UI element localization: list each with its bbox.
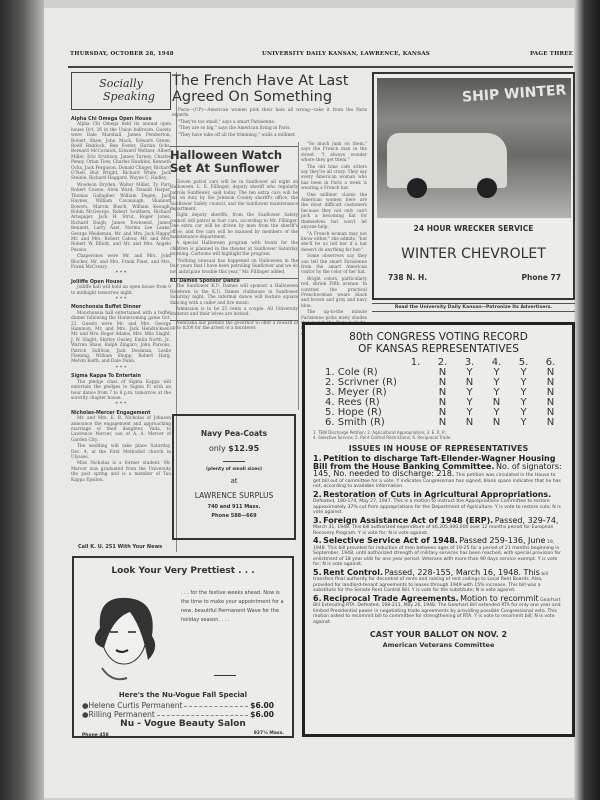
vote-column-header: 2. [437, 357, 448, 368]
vote-cell [401, 418, 428, 428]
filler-item: Nebraska law permits the governor to offer a reward of up to $200 for the arrest of a murderer. [170, 320, 298, 332]
woman-illustration-icon [82, 588, 172, 683]
issue-body: bill transfers final authority for decontrol of rents and raising of rent ceilings to Local Rent Boards. Also, provided for landlord-tenant agreements to leases through 1949 with 15% increase. This bill was a substitute for the Senate Rent Control Bill. Y is vote for the substitute; N is vote against. [313, 571, 549, 593]
navy-note: (plenty of small sizes) [205, 467, 263, 472]
item-price: $6.00 [250, 701, 274, 710]
issue-number: 3. [313, 515, 322, 525]
bullet-icon: ● [82, 701, 89, 710]
french-article-continued [301, 142, 367, 322]
issue-title: Rent Control. [323, 567, 384, 577]
vote-cell: N [465, 417, 474, 428]
representative-name: 6. Smith (R) [325, 417, 385, 428]
vote-cell [401, 388, 428, 398]
french-paragraph: "They're too small," says a smart Parisienne. [178, 119, 276, 125]
french-headline: The French Have At Last Agreed On Something [172, 73, 349, 105]
society-column [71, 114, 171, 534]
vote-cell: N [546, 377, 555, 388]
representative-name: 5. Hope (R) [325, 407, 382, 418]
vote-cell: N [546, 387, 555, 398]
issue-body: Defeated, 180-174, May 27, 1947. This is a motion to instruct the Appropriations Committee to restore approximately 37% cut from appropriations for the Department of Agriculture. Y is vote to restore cuts; N is vote against. [313, 499, 561, 515]
representative-name: 3. Meyer (R) [325, 387, 387, 398]
vote-cell: N [546, 367, 555, 378]
society-item-body: Monchonsia hall entertained with a buffet dinner following the Homecoming game Oct. 23. Guests were Mr. and Mrs. George Hammon, Mr. and Mrs. Jack Hendricksen, Mr. and Mrs. Roger Adams, Mrs. Milo Slaght, J. W. Slaght, Shirley Ousley, Emlin North, Jr., Warren Shaw, Ralph Zingaro, John Parsons, Patrick Sullivan, Jack Dossman, Leslie Fleming, William Shupp, Robert Harg, Melvin Keith, and Dale Dunn. [71, 310, 171, 365]
vote-cell: N [438, 377, 447, 388]
truck-wheel [407, 178, 427, 198]
society-item-body: The wedding will take place Saturday, Dec. 4, at the First Methodist church in Ulysses. [71, 444, 171, 460]
vote-cell: Y [520, 377, 527, 388]
vote-column-header: 4. [491, 357, 502, 368]
dealer-name: WINTER CHEVROLET [401, 246, 546, 262]
issues-title: ISSUES IN HOUSE OF REPRESENTATIVES [348, 444, 529, 453]
voting-record-ad [302, 322, 575, 737]
house-ad-line: Read the University Daily Kansan—Patronize Its Advertisers. [372, 303, 575, 312]
issue-item [313, 489, 564, 516]
vote-cell: Y [466, 387, 473, 398]
masthead-rule [68, 66, 573, 68]
vote-cell: Y [520, 397, 527, 408]
french-paragraph: One milliner claims the American women here are the most difficult customers because they not only can't pick a becoming hat for themselves but won't let anyone help. [301, 192, 367, 231]
masthead-date: THURSDAY, OCTOBER 28, 1948 [70, 51, 174, 57]
column-divider [298, 142, 299, 410]
vote-column-header: 5. [518, 357, 529, 368]
representative-name: 4. Rees (R) [325, 397, 380, 408]
issue-lead: Motion to recommit [460, 593, 539, 603]
vote-cell: Y [466, 397, 473, 408]
issue-body: This petition was circulated in the House to get bill out of committee for a vote. Y indicates Congressman has signed, blank space indicates that he has not, according to available information. [313, 473, 561, 489]
issue-lead: Passed, 329-74, [494, 515, 559, 525]
society-title-line2: Speaking [103, 90, 155, 103]
navy-at: at [230, 477, 238, 485]
navy-peacoats-ad [172, 414, 296, 540]
vote-cell: N [546, 417, 555, 428]
vote-cell: N [438, 387, 447, 398]
vote-column-header: 3. [464, 357, 475, 368]
french-paragraph: "They have take off all the trimming," wails a milliner. [178, 132, 296, 138]
society-item-head: Sigma Kappa To Entertain [71, 374, 141, 380]
french-paragraph: Bright colors, particularly red, shriek Fifth avenue. In contrast the practical Frenchwoman wears black and brown and gray and navy blue. [301, 276, 367, 309]
voting-title-line2: OF KANSAS REPRESENTATIVES [358, 343, 519, 355]
leader-dots [157, 710, 248, 716]
issues-list [313, 456, 564, 625]
society-item-body: Woodson Dryden, Walter Miller, Ty Parr, Robert Cowne, Alvin Ward, Donald Harper, Thomas Gallagher, William Degen, Jack Haynes, William Cavanaugh, Shannon Bowers, Marvin Busch, William Keough, Robin McGeorge, Robert Southern, Richard Arnspiger, Jack H. Strut, Roger Jones, Richard Daigh, James Townsend, James Bennett, Larry Axel, Norma Lee Leake, George Weideman, Mr. and Mrs. Jack Happy, Mr. and Mrs. Robert Cabow, Mr. and Mrs. Robert W. Elliott, and Mr. and Mrs. Angelo Pesano. [71, 182, 171, 253]
masthead-page: PAGE THREE [530, 51, 574, 57]
halloween-paragraph: Eight deputy sheriffs, from the Sunflower Safety council will patrol in four cars, according to Mr. Fillinger. One extra car will be driven by men from the sheriff's office, and five cars will be manned by members of the maintenance department. [170, 213, 298, 241]
divider [223, 461, 245, 462]
vote-cell: N [438, 407, 447, 418]
winter-chevrolet-ad [372, 72, 575, 300]
vote-cell: Y [520, 367, 527, 378]
price-prefix: only [208, 444, 226, 453]
vote-cell: Y [520, 407, 527, 418]
issue-title: Petition to discharge Taft-Ellender-Wagner Housing Bill from the House Banking Committee. [313, 454, 556, 471]
fall-special: Here's the Nu-Vogue Fall Special [118, 691, 248, 699]
beauty-headline: Look Your Very Prettiest . . . [111, 566, 255, 576]
issue-number: 6. [313, 593, 322, 603]
society-item-body: Jolliffe hall will hold an open house from 9 to midnight tomorrow night. [71, 285, 171, 296]
society-item-head: Jolliffe Open House [71, 279, 123, 285]
vote-legend-2: 4. Selective Service; 5. Rent Control Restrictions; 6. Reciprocal Trade. [313, 435, 452, 440]
issue-title: Restoration of Cuts in Agricultural Appropriations. [323, 489, 552, 499]
issue-number: 4. [313, 536, 322, 545]
society-title-line1: Socially [99, 77, 143, 90]
vote-cell: Y [466, 367, 473, 378]
vote-cell: N [438, 417, 447, 428]
vote-cell [401, 408, 428, 418]
vote-cell: N [546, 407, 555, 418]
vote-cell: Y [493, 387, 500, 398]
sponsor: American Veterans Committee [382, 641, 495, 649]
halloween-paragraph: Eleven patrol cars will be in Sunflower all night on Halloween. L. E. Fillinger, deputy sheriff who regularly patrols Sunflower, said today. The ten extra cars will be put on duty by the Johnson County sheriff's office, the Sunflower Safety council, and the Sunflower maintenance department. [170, 180, 298, 213]
issue-lead: No. of signators: 145, No. needed to discharge: 218. [313, 461, 562, 478]
truck-wheel [477, 178, 497, 198]
issue-body: 19, 1948. This bill provided for induction of men between ages of 19-25 for a period of 21 months beginning in September, 1948, until authorized strength of military services has been reached, with special provision for enlistment of 18 year olds for one year period. Veterans with more than 90 days service exempt. Y is vote for; N is vote against. [313, 540, 562, 567]
society-item-body: The pledge class of Sigma Kappa will entertain the pledges to Sigma Pi with an hour dance from 7 to 8 p.m. tomorrow at the sorority chapter house. [71, 379, 171, 401]
vote-cell [401, 368, 428, 378]
beauty-copy: . . . for the festive weeks ahead. Now is the time to make your appointment for a new, beautiful Permanent Wave for the holiday season. . . . [181, 590, 284, 623]
issue-number: 5. [313, 567, 322, 577]
dealer-address: 738 N. H. [388, 273, 428, 282]
vote-cell: Y [493, 407, 500, 418]
nu-vogue-ad [72, 556, 294, 738]
society-item-head: Alpha Chi Omega Open House [71, 117, 152, 122]
issue-number: 1. [313, 454, 322, 463]
issue-item [313, 593, 564, 626]
dealer-phone: Phone 77 [521, 273, 561, 282]
issue-title: Foreign Assistance Act of 1948 (ERP). [323, 515, 494, 525]
navy-phone: Phone 588—669 [211, 513, 257, 519]
society-item-body: Chaperones were Mr. and Mrs. John Blocker, Mr. and Mrs. Frank Pinet, and Mrs. Frank McCreary. [71, 254, 171, 270]
navy-price-line [174, 444, 294, 453]
halloween-headline: Halloween Watch Set At Sunflower [170, 146, 298, 175]
vote-cell: N [465, 377, 474, 388]
voting-table [323, 358, 563, 428]
society-footer: Call K. U. 251 With Your News [78, 544, 163, 550]
vote-cell: N [492, 397, 501, 408]
price-list [82, 701, 274, 719]
issue-lead: Passed, 228-155, March 16, 1948. This [384, 567, 540, 577]
vote-cell: Y [493, 367, 500, 378]
society-item-head: Monchonsia Buffet Dinner [71, 305, 142, 311]
society-title-box [71, 72, 171, 110]
price-item [82, 701, 274, 710]
item-name: Rilling Permanent [88, 710, 155, 719]
ku-dames-head: KU Dames Sponsor Dance [170, 278, 298, 284]
navy-title: Navy Pea-Coats [200, 429, 268, 438]
price-item [82, 710, 274, 719]
issue-lead: Passed 259-136, June [459, 536, 546, 545]
page-edge [574, 0, 600, 800]
truck-photo [377, 78, 571, 218]
separator-stars: * * * [115, 364, 127, 371]
sign-text: SHIP WINTER [461, 82, 567, 106]
salon-address: 927½ Mass. [253, 731, 284, 736]
vote-cell: Y [520, 387, 527, 398]
vote-cell: N [546, 397, 555, 408]
vote-row [323, 418, 563, 428]
issue-body: Gearhart Bill Extending RTA. Defeated, 168-211, May 26, 1948. The Gearhart Bill extended RTA for only one year and limited Presidential power in negotiating trade agreements by providing possible Congressional veto. This motion asked to recommit bill to committee for strengthening of RTA. Y is vote to recommit bill; N is vote against. [313, 597, 561, 625]
french-paragraph: "So much junk on them," says the French man in the street. "I always wonder where they get them." [301, 142, 367, 164]
book-binding [0, 0, 44, 800]
separator-stars: * * * [115, 401, 127, 408]
vote-cell: Y [520, 417, 527, 428]
representative-name: 2. Scrivner (R) [325, 377, 397, 388]
french-paragraph: The up-to-the minute Parisienne picks misty shades [301, 310, 367, 321]
french-paragraph: The old time cafe sitters say they're all crazy. They say every American woman who has been in Paris a week is wearing a French hat. [301, 164, 367, 192]
salon-name: Nu - Vogue Beauty Salon [120, 719, 246, 729]
vote-column-header: 1. [410, 357, 421, 368]
ku-dames-paragraph: The Sunflower K.U. Dames will sponsor a Halloween Hoedown in the K.U. Dames clubhouse in Sunflower Saturday night. The informal dance will feature square dancing with a caller and live music. [170, 284, 298, 306]
issue-title: Selective Service Act of 1948. [323, 536, 458, 545]
item-price: $6.00 [250, 710, 274, 719]
halloween-paragraph: A special Halloween program with treats for the children is planned in the theater at Sunflower Saturday morning. Cartoons will highlight the program. [170, 241, 298, 258]
cast-ballot: CAST YOUR BALLOT ON NOV. 2 [369, 630, 508, 639]
masthead-paper: UNIVERSITY DAILY KANSAN, LAWRENCE, KANSAS [262, 51, 430, 57]
representative-name: 1. Cole (R) [325, 367, 378, 378]
french-paragraph: Paris—(UP)—American women pick their hats all wrong—take it from the Paris experts. [172, 108, 367, 119]
ku-dames-paragraph: Admission is to be 25 cents a couple. All University students and their wives are invited. [170, 306, 298, 318]
divider [214, 675, 236, 676]
issue-title: Reciprocal Trade Agreements. [323, 593, 459, 603]
society-item-body: Mr. and Mrs. E. B. Nicholas of Johnson announce the engagement and approaching marriage of their daughter, Vada, to Lawrence Mercer, son of A. A. Mercer of Garden City. [71, 416, 171, 443]
wrecker-service: 24 HOUR WRECKER SERVICE [413, 224, 534, 233]
issue-item [313, 456, 564, 490]
halloween-article [170, 180, 298, 412]
bullet-icon: ● [82, 710, 89, 719]
vote-cell: N [438, 367, 447, 378]
separator-stars: * * * [115, 270, 127, 277]
vote-legend-1: 1. TEW Discharge Petition; 2. Agricultural Appropriation; 3. E. R. P.; [313, 430, 447, 435]
halloween-paragraph: "Nothing unusual has happened on Halloween in the four years that I have been patroling Sunflower and we do not anticipate trouble this year," Mr. Fillinger added. [170, 258, 298, 275]
salon-phone: Phone 458 [82, 733, 109, 738]
society-item-body: Alpha Chi Omega held its annual open house Oct. 26 in the Union ballroom. Guests were Dale Marshall, James Pemberton, Robert Shaw, John Mack, Edward Green, Roell Reddock, Ben Foster, Harlan Ochs, Bernard McCormick, Edward Weltner, Albert Miller, Eric Erickson, James Turney, Charles Penny, Orlan Tiew, Charles Hawkins, Kenneth Ochs, Jack Ferguson, Donald Clinger, Richard O'Neil, Bud Wright, Richard White, Jack Steinle, Richard Haggard, Wayne C. Hadley. [71, 122, 171, 182]
vote-cell: N [438, 397, 447, 408]
navy-address: 740 and 911 Mass. [207, 504, 261, 510]
navy-store: LAWRENCE SURPLUS [194, 491, 274, 500]
navy-price: $12.95 [228, 444, 260, 453]
vote-column-header: 6. [545, 357, 556, 368]
voting-title-line1: 80th CONGRESS VOTING RECORD [349, 331, 528, 343]
vote-cell: N [492, 417, 501, 428]
french-paragraph: "They are so big," says the American living in Paris. [178, 126, 291, 132]
issue-item [313, 515, 564, 537]
issue-body: March 31, 1948. This bill authorized expenditure of $6,205,000,000 over 12 months period for European Recovery Program. Y is vote for; N is vote against. [313, 525, 554, 536]
issue-item [313, 567, 564, 594]
separator-stars: * * * [115, 296, 127, 302]
french-article-top [172, 108, 367, 142]
vote-cell [401, 398, 428, 408]
society-item-head: Nicholas-Mercer Engagement [71, 410, 151, 416]
leader-dots [184, 701, 248, 707]
issue-number: 2. [313, 489, 322, 499]
vote-cell: Y [466, 407, 473, 418]
issue-item [313, 538, 564, 568]
vote-cell: Y [493, 377, 500, 388]
item-name: Helene Curtis Permanent [88, 701, 183, 710]
society-item-body: Miss Nicholas is a former student. Mr. Mercer was graduated from the University the past spring and is a member of Tau Kappa Epsilon. [71, 461, 171, 483]
french-paragraph: "A French woman may not know either," she admits, "but she'll be us tell her if a hat doesn't do anything for her." [301, 231, 367, 253]
vote-cell [401, 378, 428, 388]
french-paragraph: Some observers say they can tell the smart Parisienne from the smart American visitor by the color of her hat. [301, 254, 367, 276]
voting-title [313, 331, 564, 355]
